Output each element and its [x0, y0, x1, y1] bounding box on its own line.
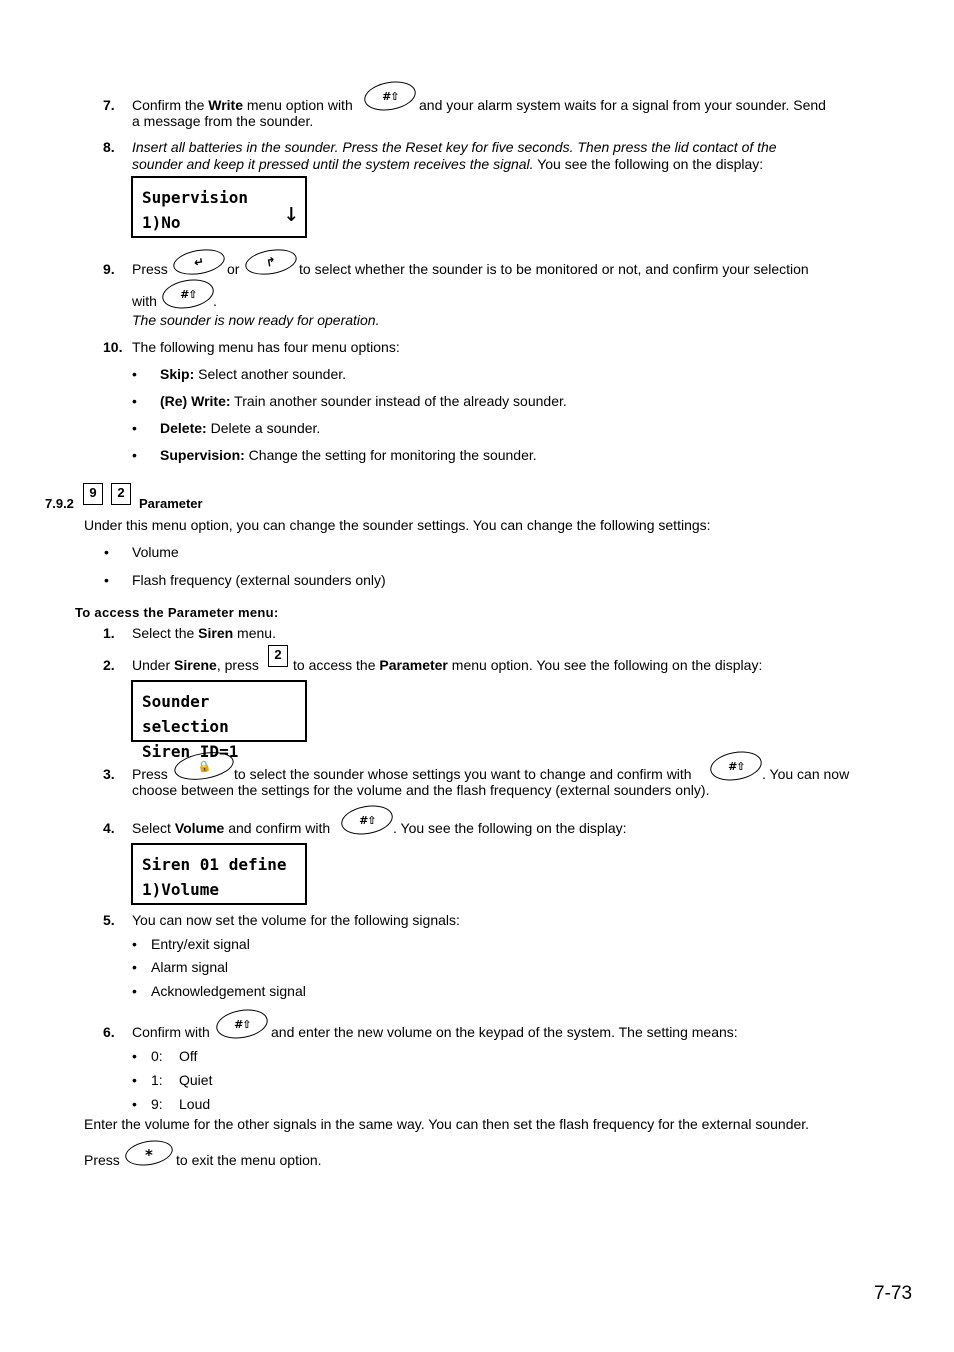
lcd-line: Supervision [142, 188, 248, 207]
step-text: or [227, 261, 240, 277]
lcd-line: 1)Volume [142, 880, 220, 899]
list-item: • Skip: Select another sounder. [160, 366, 346, 382]
step-text: choose between the settings for the volume and the flash frequency (external sounders only). [132, 782, 710, 798]
step-note: The sounder is now ready for operation. [132, 312, 380, 328]
step-text: . You can now [762, 766, 850, 782]
step-text: Insert all batteries in the sounder. Press the Reset key for five seconds. Then press the lid contact of the [132, 139, 777, 155]
section-title: Parameter [139, 496, 203, 511]
step-text: Confirm the Write menu option with [132, 97, 353, 113]
procedure-heading: To access the Parameter menu: [75, 605, 279, 620]
list-item: • (Re) Write: Train another sounder instead of the already sounder. [160, 393, 567, 409]
lcd-display [131, 680, 307, 761]
step-text: and enter the new volume on the keypad of the system. The setting means: [271, 1024, 738, 1040]
step-number: 6. [103, 1024, 115, 1040]
step-text: with [132, 293, 157, 309]
up-arrow-key-icon: ↵ [171, 246, 226, 279]
step-text: Select Volume and confirm with [132, 820, 331, 836]
step-text: . [213, 293, 217, 309]
key-2-icon: 2 [268, 645, 288, 667]
list-item: • Entry/exit signal [151, 936, 250, 952]
hash-key-icon: #⇧ [362, 78, 418, 115]
step-number: 3. [103, 766, 115, 782]
hash-key-icon: #⇧ [339, 802, 395, 839]
step-number: 8. [103, 139, 115, 155]
page-number: 7-73 [874, 1283, 913, 1304]
step-text: . You see the following on the display: [393, 820, 627, 836]
step-number: 9. [103, 261, 115, 277]
star-key-icon: * [123, 1137, 174, 1169]
step-number: 4. [103, 820, 115, 836]
step-text: Press [132, 261, 168, 277]
section-number: 7.9.2 [45, 496, 74, 511]
down-arrow-key-icon: ↱ [243, 246, 298, 279]
list-item: • Volume [132, 544, 179, 560]
step-text: to select whether the sounder is to be monitored or not, and confirm your selection [299, 261, 809, 277]
list-item: • Flash frequency (external sounders only) [132, 572, 386, 588]
list-item: • Alarm signal [151, 959, 228, 975]
step-text: sounder and keep it pressed until the system receives the signal. You see the following on the display: [132, 156, 764, 172]
step-number: 2. [103, 657, 115, 673]
step-text: to access the Parameter menu option. You see the following on the display: [293, 657, 763, 673]
hash-key-icon: #⇧ [160, 276, 216, 313]
step-number: 1. [103, 625, 115, 641]
step-text: Under Sirene, press [132, 657, 259, 673]
step-number: 7. [103, 97, 115, 113]
lcd-line: Siren 01 define [142, 855, 287, 874]
step-text: Press [84, 1152, 120, 1168]
step-number: 10. [103, 339, 123, 355]
hash-key-icon: #⇧ [708, 748, 764, 785]
list-item: • Supervision: Change the setting for monitoring the sounder. [160, 447, 537, 463]
lcd-line: Sounder selection [142, 692, 229, 736]
list-item: • Acknowledgement signal [151, 983, 306, 999]
key-2-icon: 2 [111, 483, 131, 505]
step-text: to select the sounder whose settings you want to change and confirm with [234, 766, 692, 782]
key-9-icon: 9 [83, 483, 103, 505]
lcd-display [131, 843, 307, 905]
lock-key-icon: 🔒 [172, 748, 236, 784]
hash-key-icon: #⇧ [214, 1006, 270, 1043]
list-item: • 0: Off [151, 1048, 163, 1064]
step-text: a message from the sounder. [132, 113, 314, 129]
closing-text: Enter the volume for the other signals in the same way. You can then set the flash frequency for the external sounder. [84, 1116, 810, 1132]
down-arrow-icon: ↓ [283, 198, 299, 228]
step-number: 5. [103, 912, 115, 928]
lcd-line: 1)No [142, 213, 181, 232]
step-text: to exit the menu option. [176, 1152, 322, 1168]
list-item: • 9: Loud [151, 1096, 163, 1112]
step-text: Select the Siren menu. [132, 625, 276, 641]
list-item: • Delete: Delete a sounder. [160, 420, 320, 436]
lcd-line: Siren ID=1 [142, 742, 239, 761]
list-item: • 1: Quiet [151, 1072, 163, 1088]
section-intro: Under this menu option, you can change the sounder settings. You can change the following settings: [84, 517, 711, 533]
step-text: The following menu has four menu options: [132, 339, 400, 355]
step-text: You can now set the volume for the following signals: [132, 912, 460, 928]
step-text: and your alarm system waits for a signal from your sounder. Send [419, 97, 826, 113]
step-text: Confirm with [132, 1024, 210, 1040]
step-text: Press [132, 766, 168, 782]
lcd-display [131, 176, 307, 238]
